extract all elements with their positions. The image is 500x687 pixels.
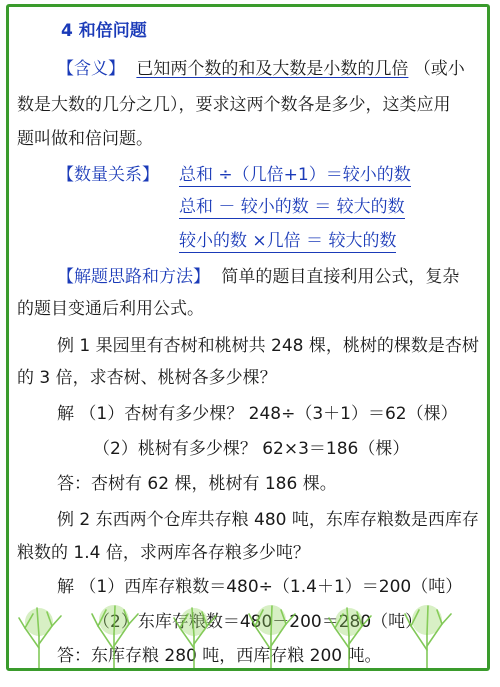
example2-step-1: 解 （1）西库存粮数＝480÷（1.4＋1）＝200（吨） [57,577,463,597]
meaning-line-2: 数是大数的几分之几），要求这两个数各是多少，这类应用 [17,95,451,115]
example2-answer: 答：东库存粮 280 吨，西库存粮 200 吨。 [57,646,382,666]
method-line-2: 的题目变通后利用公式。 [17,299,204,319]
section-title: 4 和倍问题 [61,21,147,41]
example1-answer: 答：杏树有 62 棵，桃树有 186 棵。 [57,474,337,494]
example2-line-1: 例 2 东西两个仓库共存粮 480 吨，东库存粮数是西库存 [57,510,479,530]
method-label: 【解题思路和方法】 [57,267,210,287]
meaning-line-1 [57,58,465,80]
example1-step-1: 解 （1）杏树有多少棵？ 248÷（3＋1）＝62（棵） [57,404,458,424]
relations-label: 【数量关系】 [57,165,159,185]
relation-formula-3: 较小的数 ×几倍 ＝ 较大的数 [179,231,397,251]
relation-formula-1: 总和 ÷（几倍+1）＝较小的数 [179,165,411,185]
method-line-1 [57,266,459,288]
meaning-line-3: 题叫做和倍问题。 [17,129,153,149]
relation-formula-2: 总和 － 较小的数 ＝ 较大的数 [179,197,405,217]
example2-step-2: （2）东库存粮数＝480－200＝280（吨） [93,612,423,632]
example1-line-2: 的 3 倍，求杏树、桃树各多少棵？ [17,368,277,388]
meaning-text-tail: （或小 [413,59,465,79]
example1-line-1: 例 1 果园里有杏树和桃树共 248 棵，桃树的棵数是杏树 [57,336,479,356]
example2-line-2: 粮数的 1.4 倍，求两库各存粮多少吨？ [17,543,310,563]
method-text-1: 简单的题目直接利用公式，复杂 [221,267,460,287]
meaning-text-underlined: 已知两个数的和及大数是小数的几倍 [136,59,409,79]
document-page [6,4,490,671]
meaning-label: 【含义】 [57,59,125,79]
example1-step-2: （2）桃树有多少棵？ 62×3＝186（棵） [93,439,410,459]
